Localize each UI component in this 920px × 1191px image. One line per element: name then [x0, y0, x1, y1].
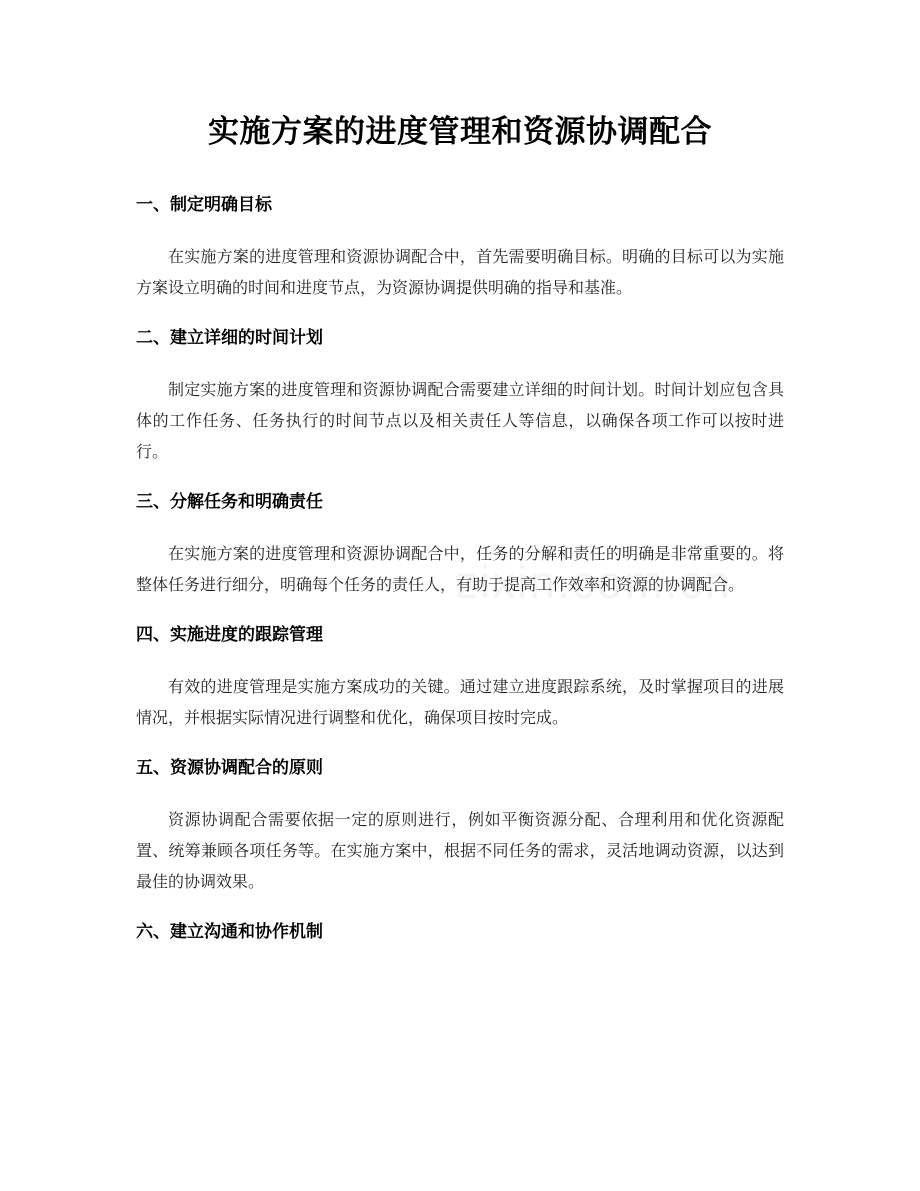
- section-paragraph: 在实施方案的进度管理和资源协调配合中，首先需要明确目标。明确的目标可以为实施方案设立明确的时间和进度节点，为资源协调提供明确的指导和基准。: [136, 247, 784, 297]
- section-3: [136, 490, 784, 600]
- section-6: [136, 920, 784, 944]
- document-title: 实施方案的进度管理和资源协调配合: [208, 114, 712, 150]
- section-heading: 四、实施进度的跟踪管理: [136, 625, 323, 645]
- section-heading: 二、建立详细的时间计划: [136, 328, 323, 348]
- section-1: [136, 193, 784, 303]
- section-heading: 三、分解任务和明确责任: [136, 492, 323, 512]
- section-5: [136, 756, 784, 897]
- section-paragraph: 资源协调配合需要依据一定的原则进行，例如平衡资源分配、合理利用和优化资源配置、统筹兼顾各项任务等。在实施方案中，根据不同任务的需求，灵活地调动资源，以达到最佳的协调效果。: [136, 810, 784, 891]
- section-heading: 一、制定明确目标: [136, 195, 272, 215]
- section-paragraph: 制定实施方案的进度管理和资源协调配合需要建立详细的时间计划。时间计划应包含具体的工作任务、任务执行的时间节点以及相关责任人等信息，以确保各项工作可以按时进行。: [136, 380, 784, 461]
- section-heading: 六、建立沟通和协作机制: [136, 922, 323, 942]
- section-2: [136, 326, 784, 467]
- section-paragraph: 有效的进度管理是实施方案成功的关键。通过建立进度跟踪系统，及时掌握项目的进展情况，并根据实际情况进行调整和优化，确保项目按时完成。: [136, 677, 784, 727]
- section-heading: 五、资源协调配合的原则: [136, 758, 323, 778]
- section-paragraph: 在实施方案的进度管理和资源协调配合中，任务的分解和责任的明确是非常重要的。将整体任务进行细分，明确每个任务的责任人，有助于提高工作效率和资源的协调配合。: [136, 544, 784, 594]
- section-4: [136, 623, 784, 733]
